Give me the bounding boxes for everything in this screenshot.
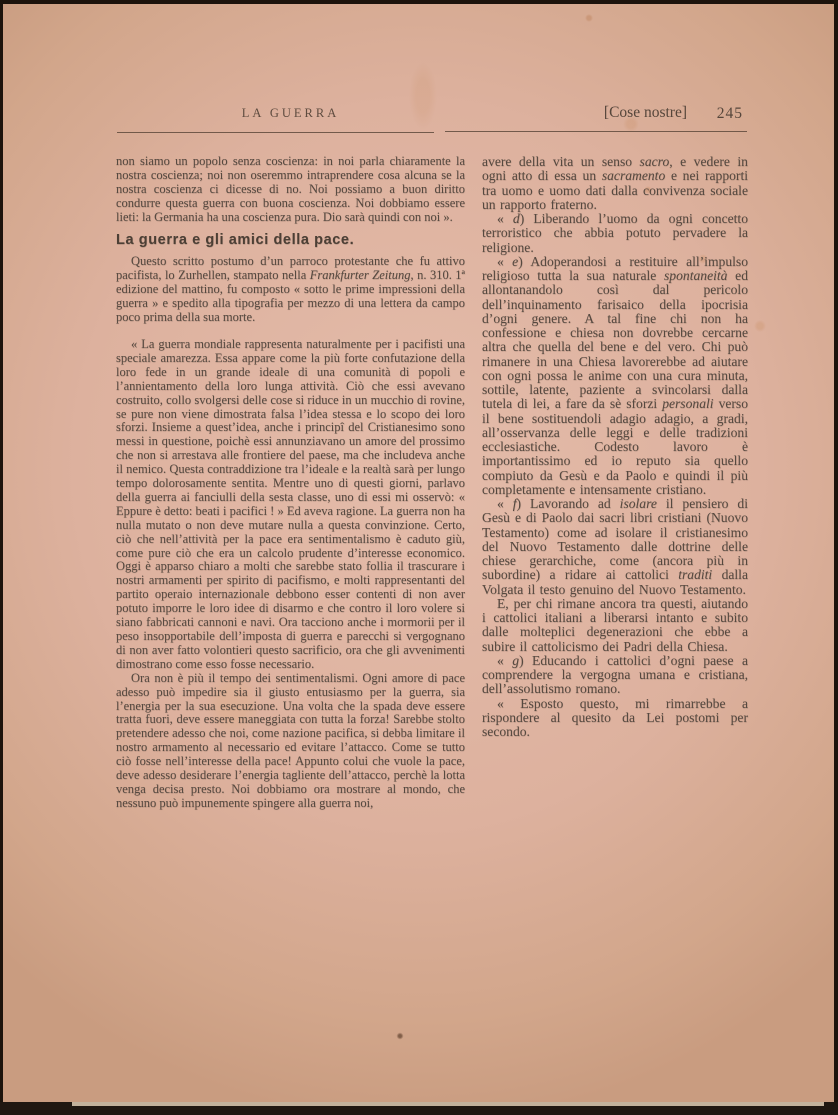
- book-edge-shadow: [0, 1102, 838, 1115]
- section-heading: La guerra e gli amici della pace.: [116, 231, 355, 248]
- paragraph: « Esposto questo, mi rimarrebbe a rispondere al quesito da Lei postomi per secondo.: [482, 695, 748, 739]
- paragraph: « e) Adoperandosi a restituire all’impulso religioso tutta la sua naturale spontaneità ed allontanandolo così dal pericolo dell’inquinamento farisaico della ipocrisia d’ogni genere. A tal fine chi non ha confessione e chiesa non dovrebbe cercarne altra che quella del bene e del vero. Chi può rimanere in una Chiesa lavorerebbe ad aiutare con ogni possa le anime con una cura minuta, sottile, latente, paziente a svincolarsi dalla tutela di lei, a fare da sè sforzi personali verso il bene sostituendoli adagio adagio, a gradi, all’osservanza delle leggi e delle tradizioni ecclesiastiche. Codesto lavoro è importantissimo ed io reputo sia quello compiuto da Gesù e da Paolo e quindi il più completamente e intensamente cristiano.: [482, 253, 749, 497]
- page-number: 245: [716, 105, 743, 122]
- paragraph: « f) Lavorando ad isolare il pensiero di Gesù e di Paolo dai sacri libri cristiani (Nuovo Testamento) come ad isolare il cristianesimo del Nuovo Testamento dalle dottrine delle chiese gerarchiche, come (ancora più in subordine) a ridare ai cattolici traditi dalla Volgata il testo genuino del Nuovo Testamento.: [482, 496, 748, 597]
- page-edge-highlight: [72, 1102, 824, 1106]
- paragraph: non siamo un popolo senza coscienza: in noi parla chiaramente la nostra coscienza; noi non oseremmo intraprendere cosa alcuna se la nostra coscienza ci dicesse di no. Noi possiamo a buon diritto condurre questa guerra con buona coscienza. Noi dobbiamo essere lieti: la Germania ha una coscienza pura. Dio sarà quindi con noi ».: [116, 154, 465, 224]
- running-title-left: LA GUERRA: [241, 106, 340, 120]
- running-title-right: [Cose nostre]: [603, 104, 687, 121]
- paragraph: avere della vita un senso sacro, e vedere in ogni atto di essa un sacramento e nei rapporti tra uomo e uomo dati dalla convivenza sociale un rapporto fraterno.: [482, 154, 749, 212]
- paper-page: [3, 4, 834, 1102]
- paragraph: Questo scritto postumo d’un parroco protestante che fu attivo pacifista, lo Zurhellen, stampato nella Frankfurter Zeitung, n. 310. 1ª edizione del mattino, fu composto « sotto le prime impressioni della guerra » e spedito alla tipografia per mezzo di una lettera da campo poco prima della sua morte.: [116, 254, 466, 325]
- paragraph: « d) Liberando l’uomo da ogni concetto terroristico che abbia potuto pervadere la religione.: [482, 211, 748, 255]
- text-column-left: [116, 155, 465, 811]
- page-content: [116, 104, 748, 811]
- paragraph: Ora non è più il tempo dei sentimentalismi. Ogni amore di pace adesso può impedire sia il giusto entusiasmo per la guerra, sia l’energia per la sua esecuzione. Una volta che la spada deve essere tratta fuori, deve essere maneggiata con tutta la forza! Sarebbe stolto pretendere adesso che noi, come nazione pacifica, si debba limitare il nostro armamento al necessario ed evitare l’attacco. Come se tutto ciò fosse nell’interesse della pace! Appunto colui che vuole la pace, deve adesso desiderare l’energia tagliente dell’attacco, perchè la lotta venga decisa presto. Noi dobbiamo ora mostrare al mondo, che nessuno può impunemente spingere alla guerra noi,: [116, 670, 465, 810]
- text-columns: [116, 155, 748, 811]
- paragraph: « La guerra mondiale rappresenta naturalmente per i pacifisti una speciale amarezza. Essa appare come la più forte confutazione della loro fede in un grande ideale di una comunità di popoli e l’annientamento della loro lunga attività. Ciò che essi avevano costruito, collo svolgersi delle cose si riduce in un mucchio di rovine, se pure non viene dimostrata falsa l’idea stessa e lo scopo dei loro sforzi. Insieme a quest’idea, anche i principî del Cristianesimo sono messi in questione, poichè essi annunziavano un amore del prossimo che non si arrestava alle frontiere del paese, ma che includeva anche il nemico. Questa contraddizione tra l’ideale e la realtà sarà per lungo tempo dolorosamente sentita. Mentre uno di questi giorni, parlavo della guerra ai fanciulli della sesta classe, uno di essi mi osservò: « Eppure è detto: beati i pacifici ! » Ed aveva ragione. La guerra non ha nulla mutato o non deve mutare nulla a questa convinzione. Certo, ciò che nell’attività per la pace era sentimentalismo è caduto giù, come pure ciò che era un calcolo prudente d’interesse economico. Oggi è apparso chiaro a molti che sarebbe stato follia il trascurare i nostri armamenti per spirito di pacifismo, e molti rappresentanti del partito operaio internazionale debbono esser contenti di non aver potuto imporre le loro idee di disarmo e che contro il loro volere si siano fabbricati cannoni e navi. Ora tacciono anche i mormorii per il peso insopportabile dell’imposta di guerra e parecchi si vergognano di non aver fatto volontieri questo sacrificio, ora che gli avvenimenti dimostrano come esso fosse necessario.: [116, 336, 465, 671]
- text-column-right: [482, 155, 748, 811]
- paragraph: E, per chi rimane ancora tra questi, aiutando i cattolici italiani a liberarsi intanto e subito dalle molteplici degenerazioni che ebbe a subire il cattolicismo dei Padri della Chiesa.: [482, 595, 748, 654]
- header-rule-left: [117, 132, 434, 133]
- paragraph: « g) Educando i cattolici d’ogni paese a comprendere la vergogna umana e cristiana, dell’assolutismo romano.: [482, 652, 748, 697]
- running-header: [116, 104, 748, 136]
- column-gutter: [465, 155, 482, 811]
- header-rule-right: [445, 131, 747, 132]
